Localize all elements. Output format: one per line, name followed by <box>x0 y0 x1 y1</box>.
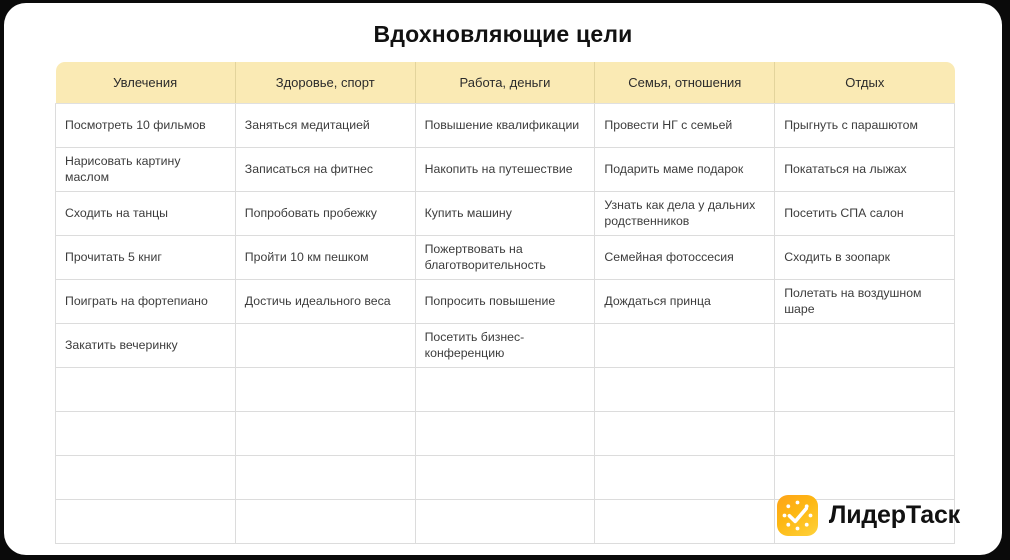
column-header-work-money: Работа, деньги <box>415 62 595 104</box>
table-cell[interactable]: Попросить повышение <box>415 280 595 324</box>
table-row <box>56 236 955 280</box>
table-row <box>56 148 955 192</box>
column-header-leisure: Отдых <box>775 62 955 104</box>
table-cell-empty[interactable] <box>595 456 775 500</box>
table-cell[interactable]: Посетить бизнес-конференцию <box>415 324 595 368</box>
table-cell-empty[interactable] <box>56 412 236 456</box>
table-cell[interactable]: Заняться медитацией <box>235 104 415 148</box>
table-cell-empty[interactable] <box>595 368 775 412</box>
table-cell-empty[interactable] <box>56 368 236 412</box>
table-cell-empty[interactable] <box>235 456 415 500</box>
table-cell[interactable]: Прыгнуть с парашютом <box>775 104 955 148</box>
table-cell-empty[interactable] <box>415 500 595 544</box>
table-cell-empty[interactable] <box>415 412 595 456</box>
table-cell[interactable]: Дождаться принца <box>595 280 775 324</box>
table-cell-empty[interactable] <box>595 324 775 368</box>
table-row <box>56 368 955 412</box>
table-header-row <box>56 62 955 104</box>
table-cell[interactable]: Накопить на путешествие <box>415 148 595 192</box>
table-cell[interactable]: Семейная фотоссесия <box>595 236 775 280</box>
table-cell[interactable]: Покататься на лыжах <box>775 148 955 192</box>
table-cell-empty[interactable] <box>56 456 236 500</box>
table-cell-empty[interactable] <box>415 456 595 500</box>
table-cell-empty[interactable] <box>235 500 415 544</box>
table-cell-empty[interactable] <box>235 412 415 456</box>
table-cell[interactable]: Достичь идеального веса <box>235 280 415 324</box>
table-cell[interactable]: Пожертвовать на благотворительность <box>415 236 595 280</box>
table-cell[interactable]: Подарить маме подарок <box>595 148 775 192</box>
table-row <box>56 456 955 500</box>
table-cell[interactable]: Посетить СПА салон <box>775 192 955 236</box>
table-body <box>56 104 955 544</box>
table-cell-empty[interactable] <box>595 412 775 456</box>
page-title: Вдохновляющие цели <box>373 21 633 47</box>
table-cell[interactable]: Сходить на танцы <box>56 192 236 236</box>
table-cell[interactable]: Пройти 10 км пешком <box>235 236 415 280</box>
table-cell[interactable]: Закатить вечеринку <box>56 324 236 368</box>
goals-table <box>55 62 955 544</box>
table-row <box>56 324 955 368</box>
table-row <box>56 412 955 456</box>
brand-name: ЛидерТаск <box>828 501 960 529</box>
table-cell[interactable]: Посмотреть 10 фильмов <box>56 104 236 148</box>
table-cell-empty[interactable] <box>235 324 415 368</box>
table-cell[interactable]: Записаться на фитнес <box>235 148 415 192</box>
table-cell[interactable]: Повышение квалификации <box>415 104 595 148</box>
table-cell[interactable]: Прочитать 5 книг <box>56 236 236 280</box>
table-cell-empty[interactable] <box>775 412 955 456</box>
table-cell-empty[interactable] <box>56 500 236 544</box>
table-cell-empty[interactable] <box>415 368 595 412</box>
table-cell[interactable]: Поиграть на фортепиано <box>56 280 236 324</box>
table-cell-empty[interactable] <box>235 368 415 412</box>
table-row <box>56 280 955 324</box>
table-cell[interactable]: Сходить в зоопарк <box>775 236 955 280</box>
table-cell[interactable]: Попробовать пробежку <box>235 192 415 236</box>
table-cell[interactable]: Нарисовать картину маслом <box>56 148 236 192</box>
table-header <box>56 62 955 104</box>
content-card <box>4 3 1002 555</box>
table-cell-empty[interactable] <box>775 456 955 500</box>
table-row <box>56 192 955 236</box>
table-cell-empty[interactable] <box>595 500 775 544</box>
table-cell[interactable]: Узнать как дела у дальних родственников <box>595 192 775 236</box>
table-cell-empty[interactable] <box>775 368 955 412</box>
table-cell[interactable]: Купить машину <box>415 192 595 236</box>
table-cell-empty[interactable] <box>775 324 955 368</box>
table-cell[interactable]: Провести НГ с семьей <box>595 104 775 148</box>
table-row <box>56 104 955 148</box>
column-header-health-sport: Здоровье, спорт <box>235 62 415 104</box>
column-header-hobbies: Увлечения <box>56 62 236 104</box>
brand-logo <box>777 495 960 536</box>
checkmark-clock-icon <box>777 495 818 536</box>
table-cell[interactable]: Полетать на воздушном шаре <box>775 280 955 324</box>
column-header-family: Семья, отношения <box>595 62 775 104</box>
